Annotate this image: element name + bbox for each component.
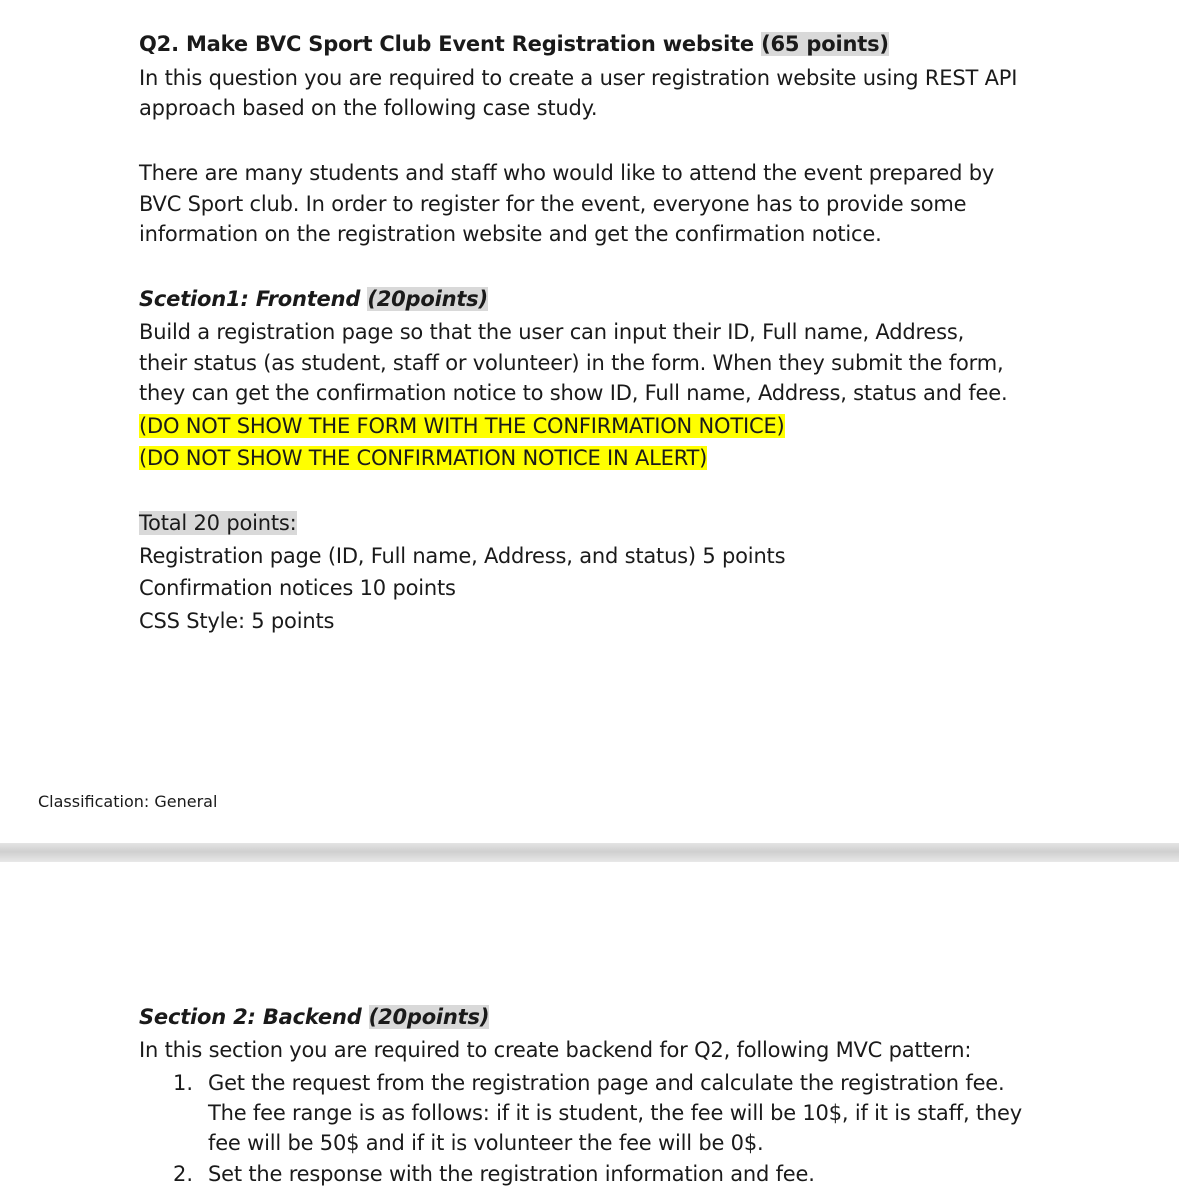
section2-title: Section 2: Backend (139, 1005, 362, 1029)
list-item-number: 1. (173, 1071, 194, 1095)
section2-points: (20points) (368, 1005, 490, 1029)
warning-no-alert: (DO NOT SHOW THE CONFIRMATION NOTICE IN ALERT) (139, 446, 708, 470)
list-item-line: The fee range is as follows: if it is student, the fee will be 10$, if it is staff, they (208, 1101, 1022, 1125)
list-item-line: Set the response with the registration information and fee. (208, 1162, 815, 1186)
list-item-number: 2. (173, 1162, 194, 1186)
section1-title: Scetion1: Frontend (139, 287, 361, 311)
warning-no-form: (DO NOT SHOW THE FORM WITH THE CONFIRMATION NOTICE) (139, 414, 785, 438)
q2-title: Q2. Make BVC Sport Club Event Registration website (139, 32, 754, 56)
section1-points: (20points) (367, 287, 488, 311)
page-separator (0, 843, 1179, 862)
q2-intro-line: In this question you are required to create a user registration website using REST API (139, 66, 1018, 90)
points-breakdown-item: Registration page (ID, Full name, Address, and status) 5 points (139, 544, 786, 568)
section1-body-line: their status (as student, staff or volunteer) in the form. When they submit the form, (139, 351, 1004, 375)
warning-line (139, 443, 707, 473)
case-study-line: There are many students and staff who would like to attend the event prepared by (139, 161, 995, 185)
section1-body-line: Build a registration page so that the user can input their ID, Full name, Address, (139, 320, 965, 344)
classification-footer: Classification: General (38, 792, 218, 811)
warning-line (139, 411, 785, 441)
section1-heading (139, 284, 488, 314)
list-item-line: Get the request from the registration page and calculate the registration fee. (208, 1071, 1005, 1095)
q2-points: (65 points) (761, 32, 889, 56)
section2-intro: In this section you are required to create backend for Q2, following MVC pattern: (139, 1038, 972, 1062)
case-study-line: information on the registration website and get the confirmation notice. (139, 222, 882, 246)
section1-body-line: they can get the confirmation notice to show ID, Full name, Address, status and fee. (139, 381, 1008, 405)
q2-heading (139, 29, 889, 59)
points-breakdown-item: CSS Style: 5 points (139, 609, 335, 633)
list-item-line: fee will be 50$ and if it is volunteer the fee will be 0$. (208, 1131, 764, 1155)
q2-intro-line: approach based on the following case study. (139, 96, 598, 120)
points-breakdown-item: Confirmation notices 10 points (139, 576, 456, 600)
case-study-line: BVC Sport club. In order to register for the event, everyone has to provide some (139, 192, 967, 216)
document-page-2 (0, 862, 1179, 1190)
total-points-label: Total 20 points: (139, 511, 297, 535)
section2-heading (139, 1002, 489, 1032)
total-points-line (139, 508, 297, 538)
